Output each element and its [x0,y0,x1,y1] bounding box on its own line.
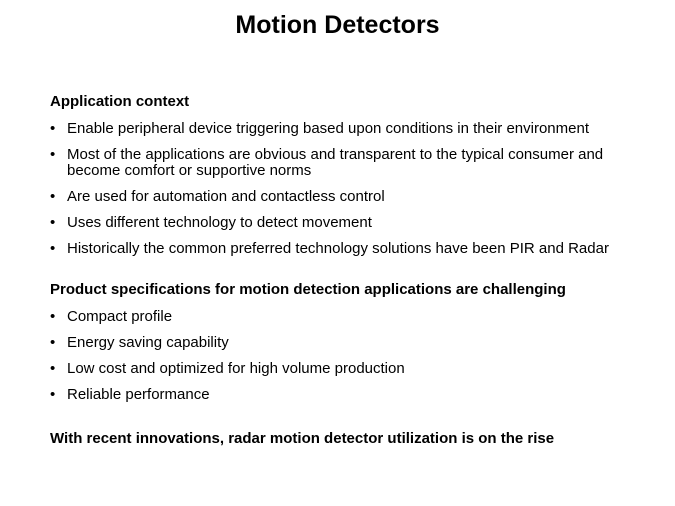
list-item [50,189,625,205]
conclusion-statement: With recent innovations, radar motion detector utilization is on the rise [50,430,555,447]
bullet-icon: • [50,214,56,231]
bullet-icon: • [50,188,56,205]
bullet-icon: • [50,386,56,403]
bullet-text: Enable peripheral device triggering based upon conditions in their environment [67,120,589,137]
section-heading-application-context: Application context [50,93,190,110]
bullet-text: Reliable performance [67,386,210,403]
list-item [50,215,625,231]
bullet-icon: • [50,360,56,377]
bullet-text: Energy saving capability [67,334,229,351]
bullet-text: Are used for automation and contactless control [67,188,385,205]
list-item [50,147,625,179]
bullet-text: Low cost and optimized for high volume production [67,360,405,377]
bullet-text: Most of the applications are obvious and transparent to the typical consumer and become comfort or supportive norms [67,146,604,179]
list-item [50,309,625,325]
list-item [50,361,625,377]
bullet-icon: • [50,120,56,137]
list-item [50,335,625,351]
section-heading-product-specifications: Product specifications for motion detection applications are challenging [50,281,566,298]
bullet-icon: • [50,308,56,325]
list-item [50,121,625,137]
list-item [50,387,625,403]
list-item [50,241,625,257]
slide-title: Motion Detectors [235,11,440,39]
bullet-icon: • [50,334,56,351]
bullet-list-application-context [50,121,625,257]
bullet-icon: • [50,146,56,163]
bullet-text: Uses different technology to detect movement [67,214,372,231]
bullet-icon: • [50,240,56,257]
bullet-list-product-specifications [50,309,625,403]
slide-body [50,93,625,448]
bullet-text: Compact profile [67,308,173,325]
bullet-text: Historically the common preferred technology solutions have been PIR and Radar [67,240,609,257]
